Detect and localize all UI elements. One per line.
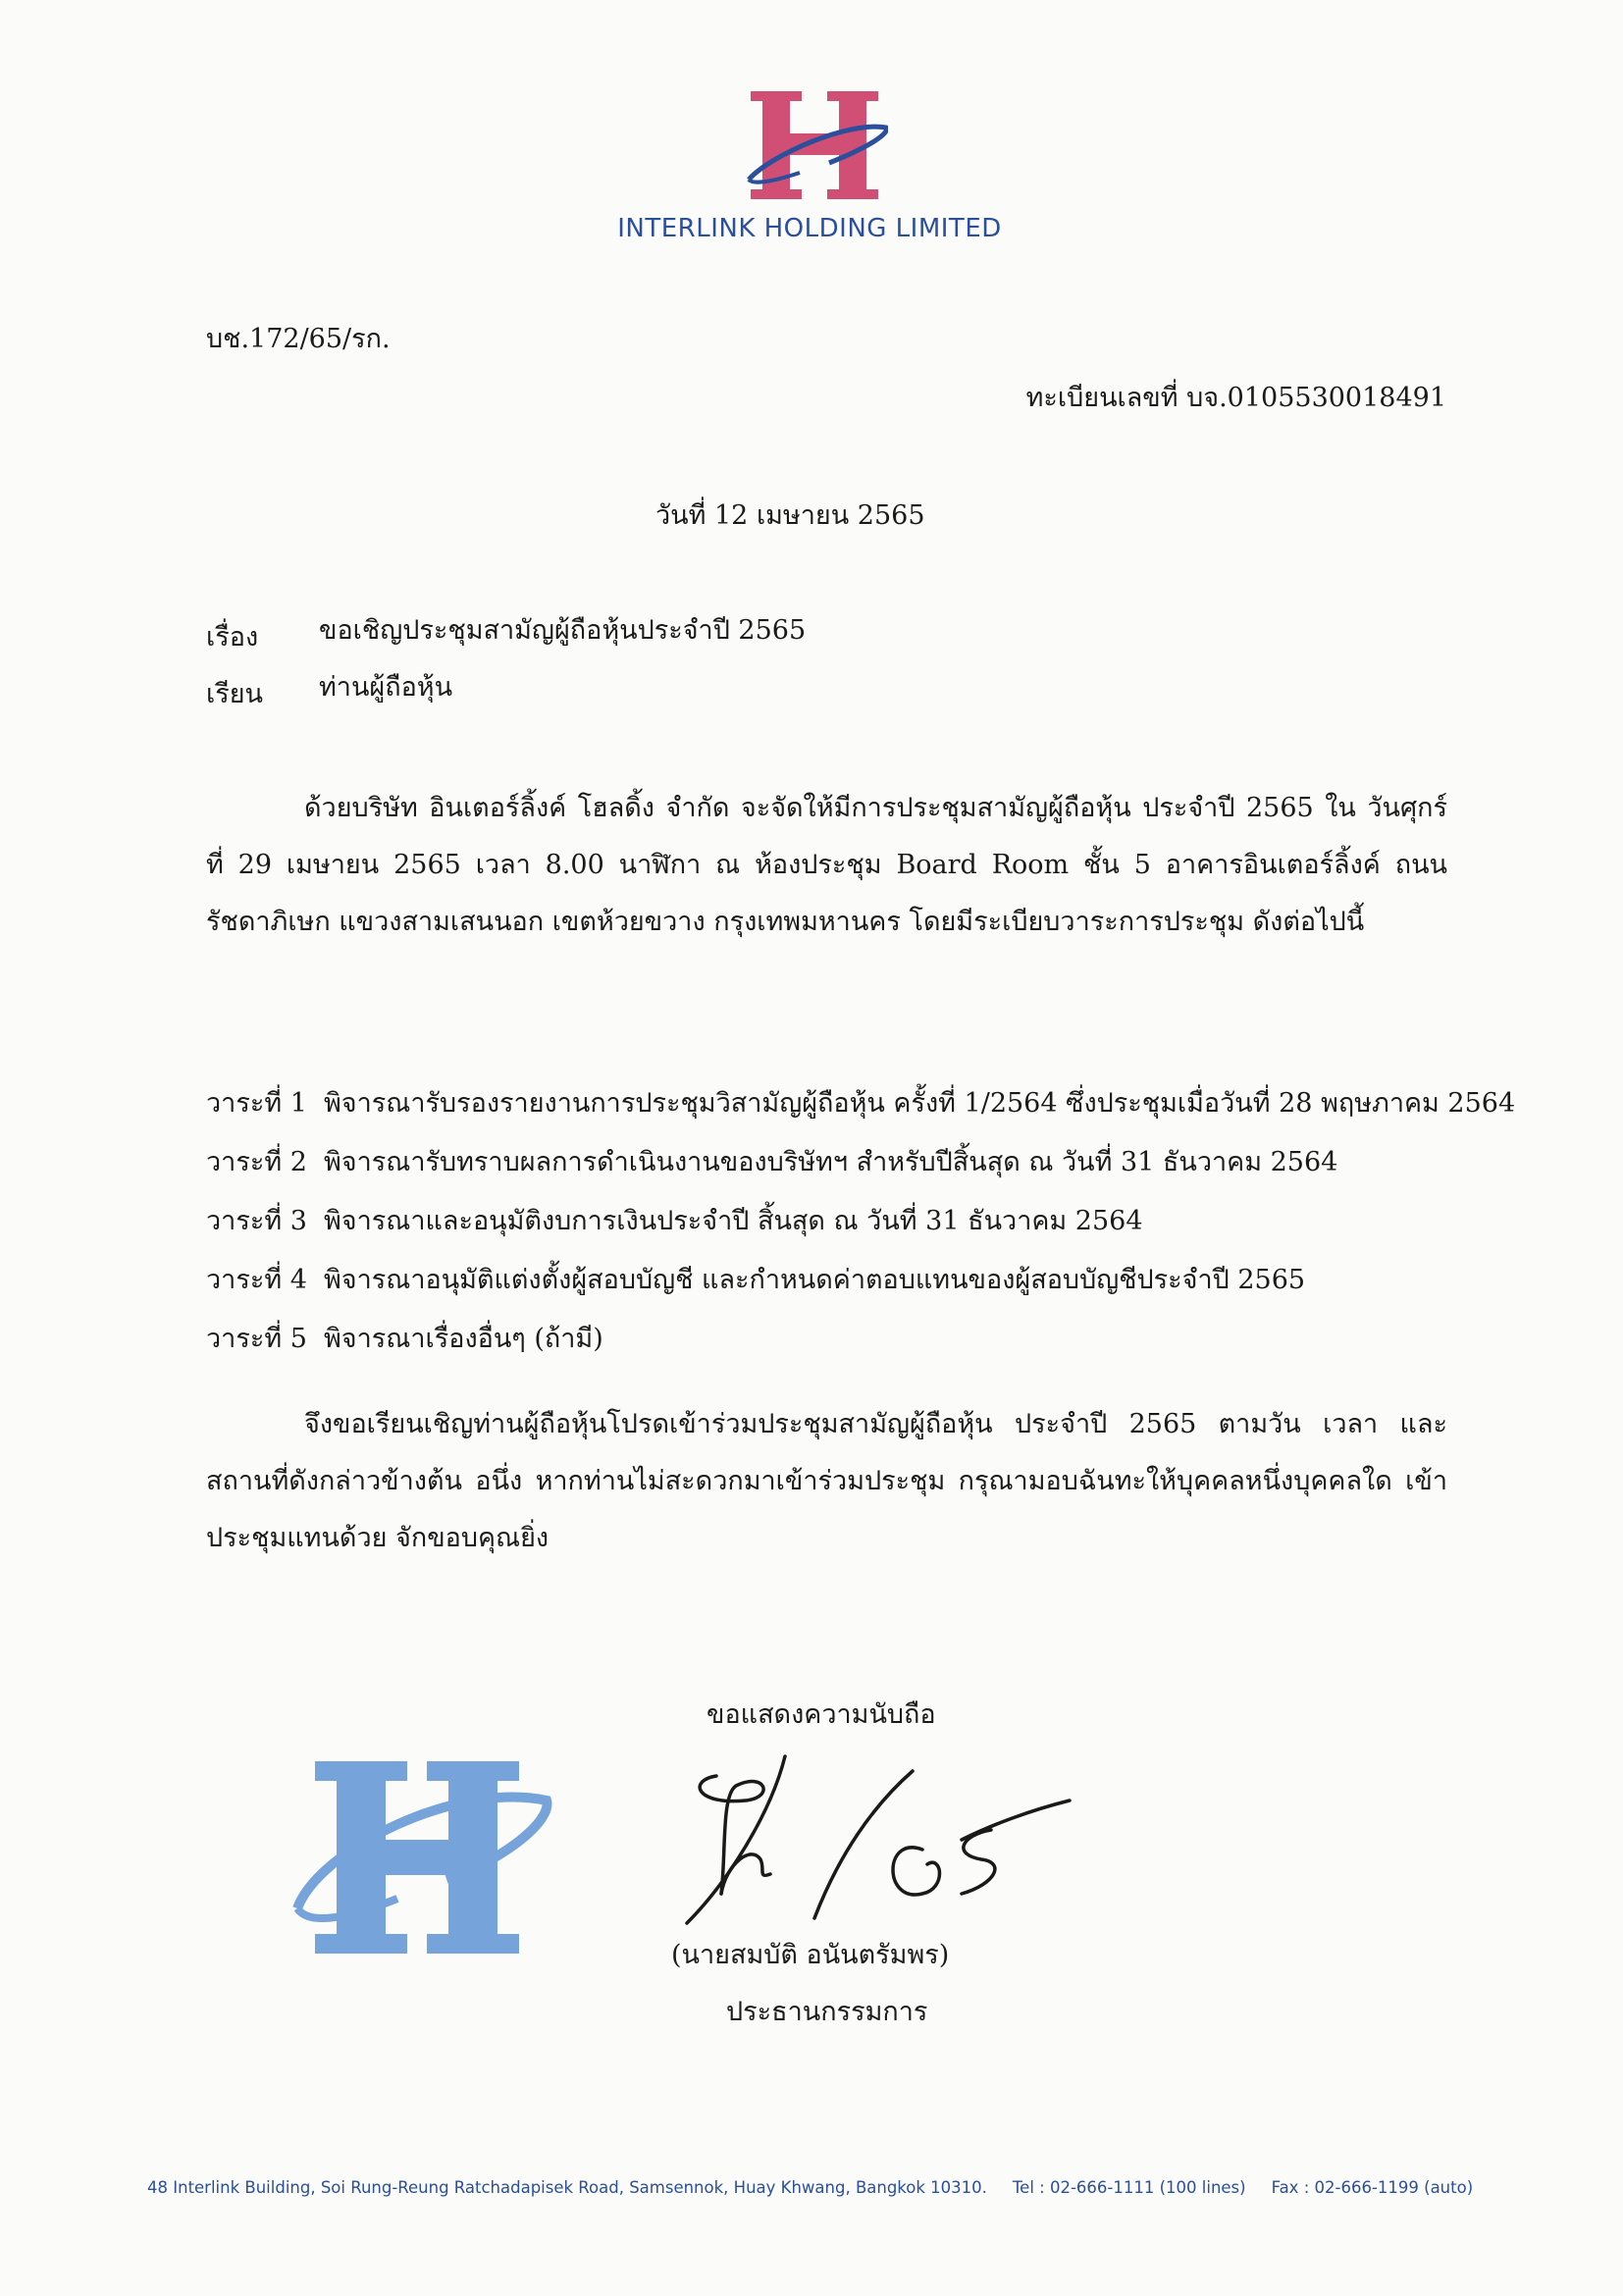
footer-tel: Tel : 02-666-1111 (100 lines) <box>1012 2178 1246 2197</box>
agenda-number: วาระที่ 1 <box>206 1088 307 1119</box>
closing-regards: ขอแสดงความนับถือ <box>707 1699 936 1730</box>
agenda-item <box>206 1192 1521 1251</box>
agenda-text: พิจารณารับทราบผลการดำเนินงานของบริษัทฯ สำหรับปีสิ้นสุด ณ วันที่ 31 ธันวาคม 2564 <box>324 1147 1338 1177</box>
agenda-item <box>206 1074 1521 1133</box>
agenda-text: พิจารณารับรองรายงานการประชุมวิสามัญผู้ถือหุ้น ครั้งที่ 1/2564 ซึ่งประชุมเมื่อวันที่ 28 พฤษภาคม 2564 <box>324 1088 1516 1119</box>
addressee-value: ท่านผู้ถือหุ้น <box>319 672 453 703</box>
agenda-text: พิจารณาเรื่องอื่นๆ (ถ้ามี) <box>324 1324 603 1354</box>
signature <box>667 1747 1079 1933</box>
addressee-label: เรียน <box>206 679 264 709</box>
footer-fax: Fax : 02-666-1199 (auto) <box>1271 2178 1474 2197</box>
agenda-list <box>206 1074 1521 1369</box>
agenda-number: วาระที่ 2 <box>206 1147 307 1177</box>
agenda-text: พิจารณาและอนุมัติงบการเงินประจำปี สิ้นสุด ณ วันที่ 31 ธันวาคม 2564 <box>324 1206 1143 1236</box>
closing-paragraph: จึงขอเรียนเชิญท่านผู้ถือหุ้นโปรดเข้าร่วมประชุมสามัญผู้ถือหุ้น ประจำปี 2565 ตามวัน เวลา และ สถานที่ดังกล่าวข้างต้น อนึ่ง หากท่านไม่สะดวกมาเข้าร่วมประชุม กรุณามอบฉันทะให้บุคคลหนึ่งบุคคลใด เข้าประชุมแทนด้วย จักขอบคุณยิ่ง <box>206 1409 1447 1553</box>
agenda-number: วาระที่ 5 <box>206 1324 307 1354</box>
company-name: INTERLINK HOLDING LIMITED <box>617 214 1002 243</box>
letter-date: วันที่ 12 เมษายน 2565 <box>655 500 925 531</box>
signer-name: (นายสมบัติ อนันตรัมพร) <box>671 1940 950 1970</box>
agenda-item <box>206 1310 1521 1369</box>
agenda-item <box>206 1251 1521 1310</box>
intro-paragraph: ด้วยบริษัท อินเตอร์ลิ้งค์ โฮลดิ้ง จำกัด จะจัดให้มีการประชุมสามัญผู้ถือหุ้น ประจำปี 2565 ใน วันศุกร์ ที่ 29 เมษายน 2565 เวลา 8.00 นาฬิกา ณ ห้องประชุม Board Room ชั้น 5 อาคารอินเตอร์ลิ้งค์ ถนนรัชดาภิเษก แขวงสามเสนนอก เขตห้วยขวาง กรุงเทพมหานคร โดยมีระเบียบวาระการประชุม ดังต่อไปนี้ <box>206 793 1447 937</box>
reference-number: บช.172/65/รก. <box>206 324 391 354</box>
company-logo <box>741 86 888 209</box>
footer-address: 48 Interlink Building, Soi Rung-Reung Ratchadapisek Road, Samsennok, Huay Khwang, Bangkok 10310. <box>147 2178 987 2197</box>
subject-label: เรื่อง <box>206 622 259 652</box>
agenda-text: พิจารณาอนุมัติแต่งตั้งผู้สอบบัญชี และกำหนดค่าตอบแทนของผู้สอบบัญชีประจำปี 2565 <box>324 1265 1306 1295</box>
signer-title: ประธานกรรมการ <box>726 1997 928 2027</box>
agenda-item <box>206 1133 1521 1192</box>
footer <box>147 2178 1476 2197</box>
registration-number: ทะเบียนเลขที่ บจ.0105530018491 <box>1025 383 1446 413</box>
subject-value: ขอเชิญประชุมสามัญผู้ถือหุ้นประจำปี 2565 <box>319 615 807 646</box>
company-stamp <box>280 1742 554 1977</box>
agenda-number: วาระที่ 4 <box>206 1265 307 1295</box>
agenda-number: วาระที่ 3 <box>206 1206 307 1236</box>
